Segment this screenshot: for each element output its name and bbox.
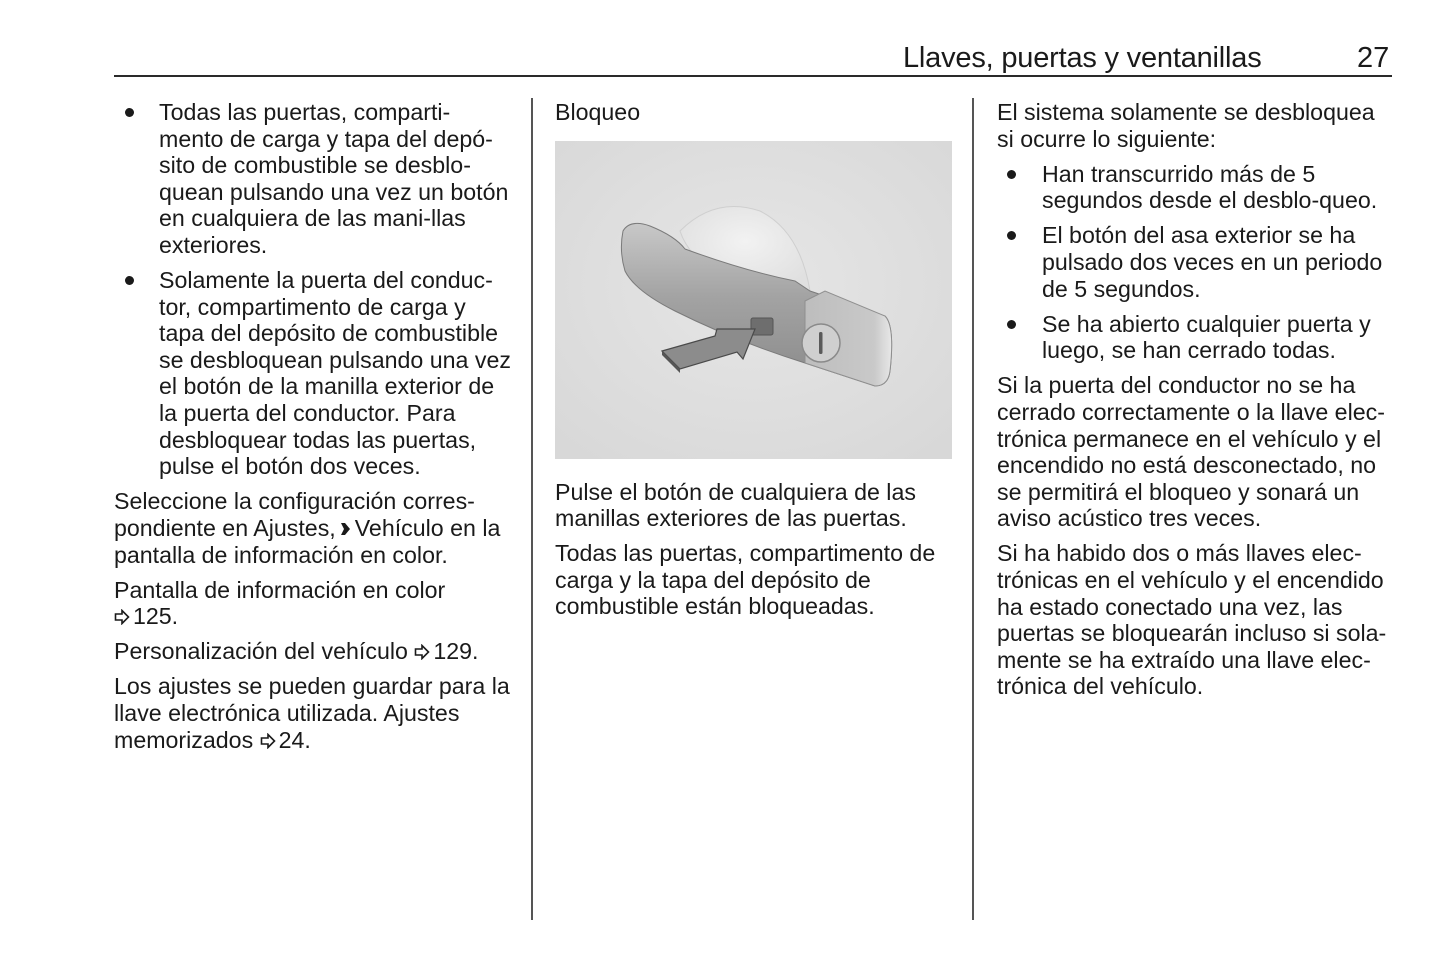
section-title: Llaves, puertas y ventanillas: [903, 42, 1262, 74]
door-handle-figure: [555, 141, 952, 459]
section-heading: Bloqueo: [555, 99, 641, 125]
paragraph: Si ha habido dos o más llaves elec-trónicas en el vehículo y el encendido ha estado conectado una vez, las puertas se bloquearán incluso si sola-mente se ha extraído una llave elec-trónica del vehículo.: [997, 540, 1387, 700]
reference-page[interactable]: 129.: [433, 638, 479, 665]
column-2: [555, 99, 955, 629]
door-handle-illustration: [555, 141, 952, 459]
header-rule: [114, 75, 1392, 77]
bullet-icon: [1007, 320, 1016, 329]
select-config-text: Seleccione la configuración corres-pondiente en Ajustes,: [114, 488, 475, 541]
unlock-conditions-list: [997, 161, 1397, 364]
list-item: [114, 99, 514, 259]
column-3: [997, 99, 1397, 708]
paragraph: Si la puerta del conductor no se ha cerrado correctamente o la llave elec-trónica permanece en el vehículo y el encendido no está desconectado, no se permitirá el bloqueo y sonará un aviso acústico tres veces.: [997, 372, 1385, 532]
bullet-icon: [125, 108, 134, 117]
bullet-text: Solamente la puerta del conduc-tor, compartimento de carga y tapa del depósito de combustible se desbloquean pulsando una vez el botón de la manilla exterior de la puerta del conductor. Para desbloquear todas las puertas, pulse el botón dos veces.: [159, 267, 511, 480]
bullet-text: Se ha abierto cualquier puerta y luego, se han cerrado todas.: [1042, 310, 1371, 364]
page-number: 27: [1357, 42, 1390, 74]
page-reference-icon: [414, 644, 430, 660]
reference-personalization: [114, 638, 514, 665]
page-reference-icon: [260, 733, 276, 749]
paragraph: El sistema solamente se desbloquea si ocurre lo siguiente:: [997, 99, 1375, 152]
bullet-text: Han transcurrido más de 5 segundos desde el desblo-queo.: [1042, 160, 1378, 214]
bullet-text: El botón del asa exterior se ha pulsado dos veces en un periodo de 5 segundos.: [1042, 222, 1383, 302]
paragraph: Pulse el botón de cualquiera de las manillas exteriores de las puertas.: [555, 478, 916, 532]
list-item: [997, 311, 1397, 364]
select-config-paragraph: [114, 488, 514, 568]
paragraph: Todas las puertas, compartimento de carga y la tapa del depósito de combustible están bloqueadas.: [555, 540, 936, 620]
column-divider-left: [531, 98, 533, 920]
menu-arrow-icon: [339, 521, 351, 537]
reference-page[interactable]: 24.: [278, 726, 311, 753]
reference-memorized: [114, 673, 514, 753]
reference-page[interactable]: 125.: [133, 603, 179, 630]
column-divider-right: [972, 98, 974, 920]
reference-text: Los ajustes se pueden guardar para la llave electrónica utilizada. Ajustes memorizados: [114, 673, 510, 753]
bullet-icon: [1007, 231, 1016, 240]
reference-color-display: [114, 577, 514, 630]
reference-text: Pantalla de información en color: [114, 576, 446, 603]
column-1: [114, 99, 514, 762]
bullet-text: Todas las puertas, comparti-mento de carga y tapa del depó-sito de combustible se desblo-quean pulsando una vez un botón en cualquiera de las mani-llas exteriores.: [159, 99, 509, 258]
bullet-icon: [125, 276, 134, 285]
list-item: [114, 267, 514, 480]
list-item: [997, 161, 1397, 214]
bullet-icon: [1007, 170, 1016, 179]
page-reference-icon: [114, 609, 130, 625]
list-item: [997, 222, 1397, 302]
unlock-options-list: [114, 99, 514, 480]
select-config-text-after: Vehículo en la pantalla de información en color.: [114, 514, 501, 568]
reference-text: Personalización del vehículo: [114, 638, 408, 665]
